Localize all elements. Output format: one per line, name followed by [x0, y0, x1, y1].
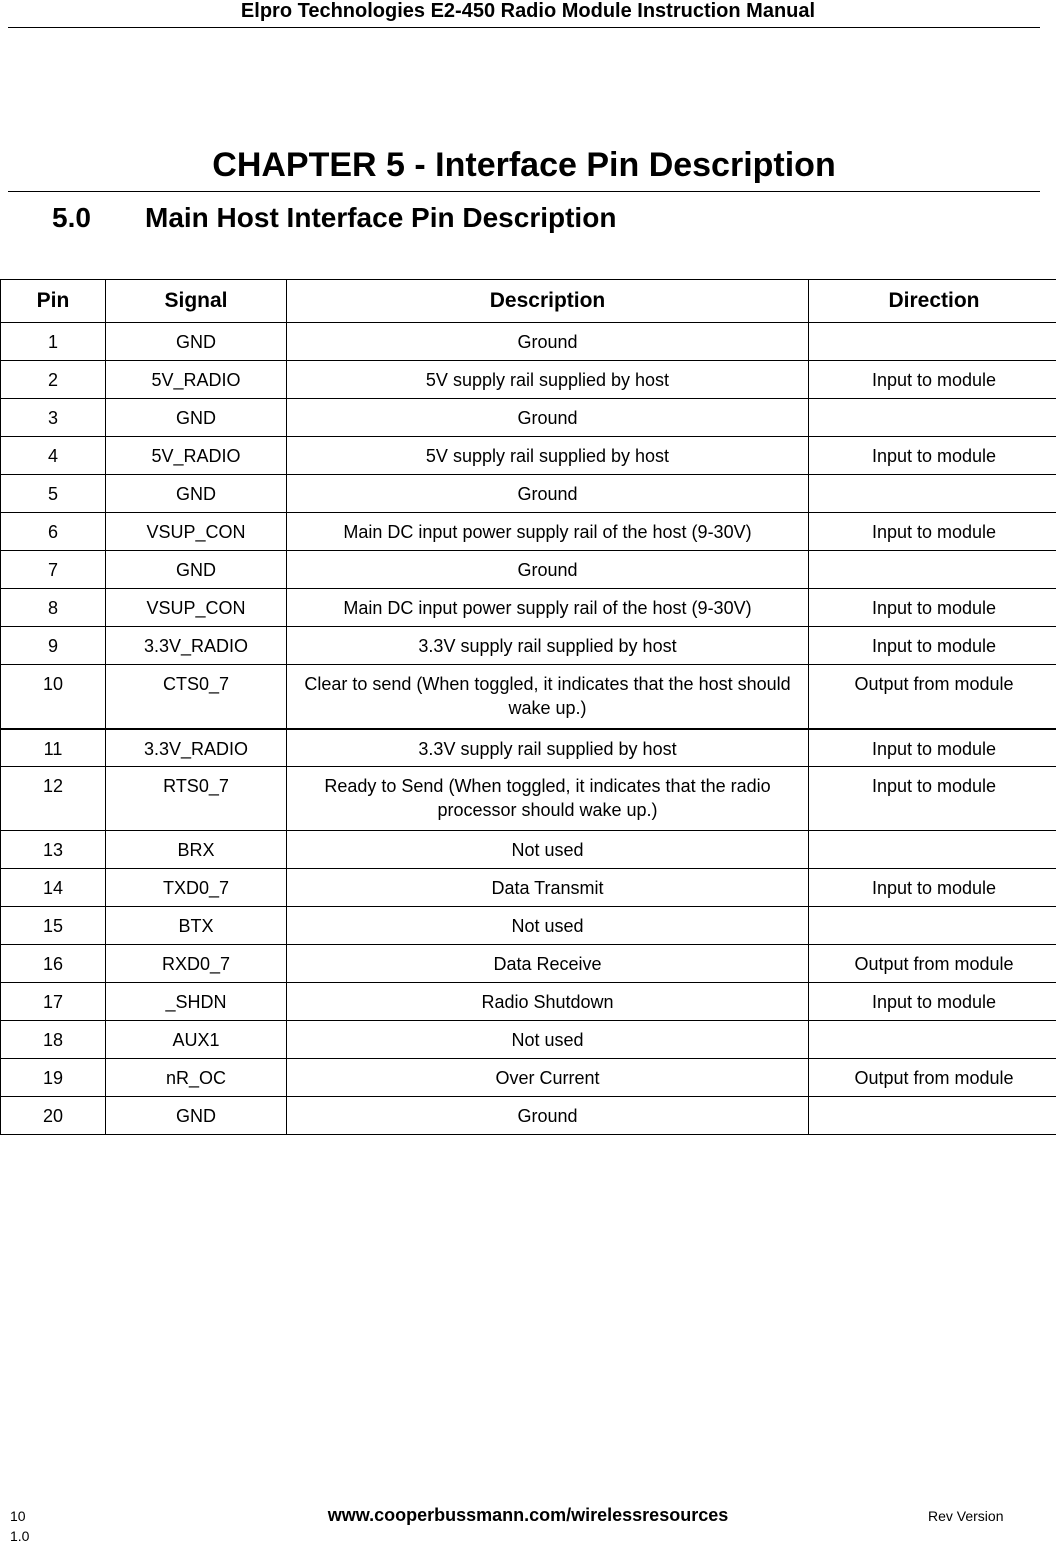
cell-direction — [809, 831, 1056, 869]
cell-pin: 7 — [1, 551, 106, 589]
cell-direction — [809, 1021, 1056, 1059]
cell-signal: BRX — [106, 831, 287, 869]
cell-pin: 1 — [1, 323, 106, 361]
table-row — [1, 361, 1056, 399]
chapter-divider — [8, 191, 1040, 192]
table-row — [1, 983, 1056, 1021]
cell-description: Ground — [287, 551, 809, 589]
table-row — [1, 907, 1056, 945]
chapter-title: CHAPTER 5 - Interface Pin Description — [212, 146, 836, 184]
cell-description: Main DC input power supply rail of the host (9-30V) — [287, 589, 809, 627]
header-description: Description — [287, 280, 809, 323]
table-row — [1, 767, 1056, 831]
table-row — [1, 1021, 1056, 1059]
table-body — [1, 323, 1056, 1135]
cell-signal: RXD0_7 — [106, 945, 287, 983]
cell-description: Ground — [287, 475, 809, 513]
cell-pin: 9 — [1, 627, 106, 665]
table-row — [1, 831, 1056, 869]
page-header-title: Elpro Technologies E2-450 Radio Module Instruction Manual — [240, 0, 816, 22]
cell-direction: Input to module — [809, 767, 1056, 831]
cell-pin: 12 — [1, 767, 106, 831]
cell-direction: Output from module — [809, 665, 1056, 729]
table-row — [1, 399, 1056, 437]
cell-signal: BTX — [106, 907, 287, 945]
table-row — [1, 1097, 1056, 1135]
cell-pin: 16 — [1, 945, 106, 983]
table-row — [1, 869, 1056, 907]
cell-signal: nR_OC — [106, 1059, 287, 1097]
footer-url: www.cooperbussmann.com/wirelessresources — [327, 1505, 729, 1525]
cell-signal: CTS0_7 — [106, 665, 287, 729]
cell-direction: Output from module — [809, 945, 1056, 983]
cell-description: 3.3V supply rail supplied by host — [287, 627, 809, 665]
cell-description: Over Current — [287, 1059, 809, 1097]
table-row — [1, 551, 1056, 589]
table-row — [1, 513, 1056, 551]
table-header-row — [1, 280, 1056, 323]
table-row — [1, 589, 1056, 627]
cell-direction — [809, 1097, 1056, 1135]
cell-signal: 3.3V_RADIO — [106, 729, 287, 767]
cell-description: 5V supply rail supplied by host — [287, 361, 809, 399]
cell-pin: 11 — [1, 729, 106, 767]
header-direction: Direction — [809, 280, 1056, 323]
cell-description: Data Receive — [287, 945, 809, 983]
cell-direction: Input to module — [809, 869, 1056, 907]
section-number: 5.0 — [52, 202, 91, 233]
cell-description: Not used — [287, 907, 809, 945]
header-signal: Signal — [106, 280, 287, 323]
cell-description: 3.3V supply rail supplied by host — [287, 729, 809, 767]
cell-signal: 5V_RADIO — [106, 361, 287, 399]
cell-pin: 8 — [1, 589, 106, 627]
cell-direction — [809, 323, 1056, 361]
cell-direction: Input to module — [809, 437, 1056, 475]
cell-signal: VSUP_CON — [106, 589, 287, 627]
cell-direction: Input to module — [809, 729, 1056, 767]
table-row — [1, 437, 1056, 475]
cell-signal: _SHDN — [106, 983, 287, 1021]
table-row — [1, 475, 1056, 513]
table-row — [1, 945, 1056, 983]
table-row — [1, 665, 1056, 729]
cell-description: Ground — [287, 323, 809, 361]
cell-description: Radio Shutdown — [287, 983, 809, 1021]
cell-direction — [809, 475, 1056, 513]
pin-description-table — [0, 279, 1056, 1135]
cell-direction — [809, 551, 1056, 589]
cell-signal: RTS0_7 — [106, 767, 287, 831]
cell-signal: GND — [106, 399, 287, 437]
section-title: Main Host Interface Pin Description — [145, 202, 617, 233]
table-row — [1, 627, 1056, 665]
section-heading — [52, 201, 616, 235]
cell-direction: Output from module — [809, 1059, 1056, 1097]
cell-pin: 6 — [1, 513, 106, 551]
header-pin: Pin — [1, 280, 106, 323]
cell-signal: GND — [106, 551, 287, 589]
cell-pin: 17 — [1, 983, 106, 1021]
cell-pin: 4 — [1, 437, 106, 475]
cell-description: Data Transmit — [287, 869, 809, 907]
cell-direction — [809, 907, 1056, 945]
cell-pin: 2 — [1, 361, 106, 399]
cell-description: Main DC input power supply rail of the host (9-30V) — [287, 513, 809, 551]
cell-description: Ground — [287, 1097, 809, 1135]
cell-pin: 20 — [1, 1097, 106, 1135]
cell-direction: Input to module — [809, 589, 1056, 627]
cell-description: Clear to send (When toggled, it indicates that the host should wake up.) — [287, 665, 809, 729]
cell-signal: GND — [106, 475, 287, 513]
cell-direction: Input to module — [809, 513, 1056, 551]
cell-direction — [809, 399, 1056, 437]
header-divider — [8, 27, 1040, 28]
cell-description: 5V supply rail supplied by host — [287, 437, 809, 475]
cell-signal: 3.3V_RADIO — [106, 627, 287, 665]
cell-pin: 19 — [1, 1059, 106, 1097]
cell-signal: 5V_RADIO — [106, 437, 287, 475]
cell-description: Not used — [287, 831, 809, 869]
table-row — [1, 323, 1056, 361]
cell-pin: 13 — [1, 831, 106, 869]
cell-direction: Input to module — [809, 983, 1056, 1021]
cell-signal: GND — [106, 1097, 287, 1135]
footer-rev-label: Rev Version — [928, 1508, 1004, 1524]
cell-pin: 15 — [1, 907, 106, 945]
cell-description: Ground — [287, 399, 809, 437]
cell-pin: 5 — [1, 475, 106, 513]
cell-pin: 3 — [1, 399, 106, 437]
cell-signal: VSUP_CON — [106, 513, 287, 551]
cell-pin: 10 — [1, 665, 106, 729]
cell-direction: Input to module — [809, 361, 1056, 399]
table-row — [1, 729, 1056, 767]
cell-description: Not used — [287, 1021, 809, 1059]
footer-version: 1.0 — [10, 1528, 30, 1544]
table-row — [1, 1059, 1056, 1097]
footer-page-number: 10 — [10, 1508, 26, 1524]
cell-signal: TXD0_7 — [106, 869, 287, 907]
cell-signal: GND — [106, 323, 287, 361]
cell-pin: 18 — [1, 1021, 106, 1059]
cell-description: Ready to Send (When toggled, it indicates that the radio processor should wake up.) — [287, 767, 809, 831]
cell-direction: Input to module — [809, 627, 1056, 665]
cell-pin: 14 — [1, 869, 106, 907]
cell-signal: AUX1 — [106, 1021, 287, 1059]
